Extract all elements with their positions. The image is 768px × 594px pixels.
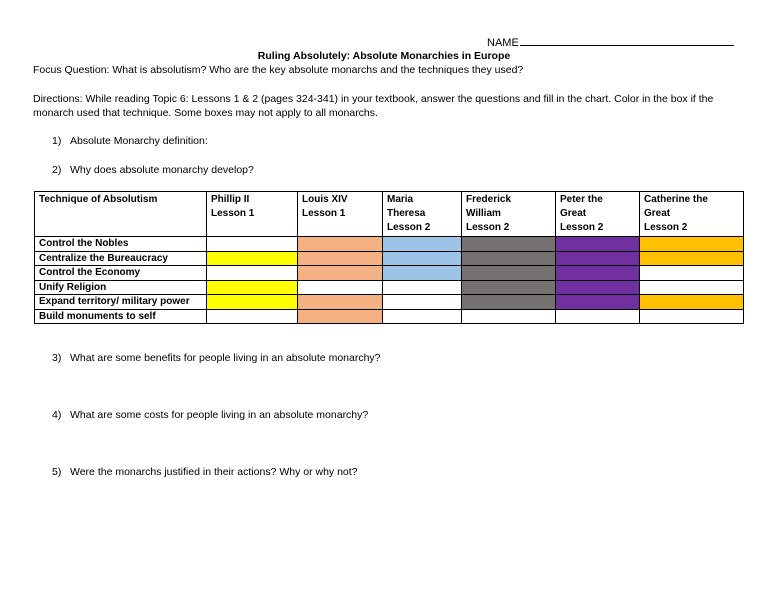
chart-cell[interactable] xyxy=(207,295,298,310)
question-number: 2) xyxy=(52,164,62,176)
monarch-header-line: Great xyxy=(560,208,587,219)
monarch-header-line: Great xyxy=(644,208,671,219)
monarch-header-line: Phillip II xyxy=(211,194,250,205)
chart-cell[interactable] xyxy=(640,266,744,281)
monarch-column-header xyxy=(462,192,556,237)
monarch-header-line: Theresa xyxy=(387,208,426,219)
question-4 xyxy=(52,409,368,421)
monarch-header-line: Peter the xyxy=(560,194,603,205)
technique-label: Control the Nobles xyxy=(35,237,207,252)
name-blank-line[interactable] xyxy=(520,35,734,46)
chart-cell[interactable] xyxy=(383,251,462,266)
chart-cell[interactable] xyxy=(462,251,556,266)
monarch-column-header xyxy=(640,192,744,237)
monarch-header-line: Louis XIV xyxy=(302,194,348,205)
chart-cell[interactable] xyxy=(640,237,744,252)
monarch-column-header xyxy=(556,192,640,237)
chart-cell[interactable] xyxy=(207,237,298,252)
monarch-header-line: Lesson 2 xyxy=(644,222,688,233)
question-text: Why does absolute monarchy develop? xyxy=(70,164,254,176)
chart-cell[interactable] xyxy=(640,251,744,266)
chart-cell[interactable] xyxy=(462,237,556,252)
page-title: Ruling Absolutely: Absolute Monarchies in Europe xyxy=(257,50,511,62)
technique-row xyxy=(35,251,744,266)
technique-row xyxy=(35,280,744,295)
question-5 xyxy=(52,466,358,478)
chart-cell[interactable] xyxy=(207,280,298,295)
chart-cell[interactable] xyxy=(298,251,383,266)
technique-label: Build monuments to self xyxy=(35,309,207,324)
chart-cell[interactable] xyxy=(640,295,744,310)
chart-cell[interactable] xyxy=(383,309,462,324)
question-text: What are some costs for people living in an absolute monarchy? xyxy=(70,409,369,421)
monarch-header-line: Lesson 2 xyxy=(387,222,431,233)
question-text: What are some benefits for people living in an absolute monarchy? xyxy=(70,352,381,364)
chart-cell[interactable] xyxy=(298,266,383,281)
monarch-column-header xyxy=(207,192,298,237)
question-number: 5) xyxy=(52,466,62,478)
question-text: Were the monarchs justified in their actions? Why or why not? xyxy=(70,466,358,478)
monarch-header-line: Lesson 1 xyxy=(302,208,346,219)
chart-cell[interactable] xyxy=(207,266,298,281)
question-number: 1) xyxy=(52,135,62,147)
technique-label: Unify Religion xyxy=(35,280,207,295)
technique-row xyxy=(35,237,744,252)
chart-cell[interactable] xyxy=(556,237,640,252)
chart-cell[interactable] xyxy=(298,309,383,324)
technique-row xyxy=(35,295,744,310)
chart-cell[interactable] xyxy=(383,295,462,310)
chart-cell[interactable] xyxy=(556,280,640,295)
chart-cell[interactable] xyxy=(462,266,556,281)
chart-cell[interactable] xyxy=(556,295,640,310)
chart-cell[interactable] xyxy=(383,237,462,252)
monarch-column-header xyxy=(383,192,462,237)
chart-cell[interactable] xyxy=(383,280,462,295)
chart-cell[interactable] xyxy=(462,295,556,310)
question-2 xyxy=(52,164,254,176)
chart-cell[interactable] xyxy=(640,309,744,324)
chart-cell[interactable] xyxy=(298,280,383,295)
question-3 xyxy=(52,352,381,364)
chart-cell[interactable] xyxy=(556,251,640,266)
technique-row xyxy=(35,266,744,281)
chart-cell[interactable] xyxy=(298,295,383,310)
monarch-header-line: Maria xyxy=(387,194,414,205)
technique-column-header: Technique of Absolutism xyxy=(35,192,207,237)
absolutism-chart xyxy=(34,191,744,324)
monarch-column-header xyxy=(298,192,383,237)
monarch-header-line: Catherine the xyxy=(644,194,708,205)
technique-label: Centralize the Bureaucracy xyxy=(35,251,207,266)
technique-label: Control the Economy xyxy=(35,266,207,281)
chart-header-row xyxy=(35,192,744,237)
chart-cell[interactable] xyxy=(556,309,640,324)
chart-cell[interactable] xyxy=(462,280,556,295)
question-1 xyxy=(52,135,208,147)
chart-cell[interactable] xyxy=(383,266,462,281)
name-field[interactable] xyxy=(487,35,734,49)
chart-cell[interactable] xyxy=(298,237,383,252)
monarch-header-line: Frederick xyxy=(466,194,512,205)
monarch-header-line: Lesson 2 xyxy=(466,222,510,233)
chart-cell[interactable] xyxy=(556,266,640,281)
question-number: 3) xyxy=(52,352,62,364)
directions-text: Directions: While reading Topic 6: Lessons 1 & 2 (pages 324-341) in your textbook, answer the questions and fill in the chart. Color in the box if the monarch used that technique. Some boxes may not apply to all monarchs. xyxy=(33,93,714,119)
chart-cell[interactable] xyxy=(640,280,744,295)
monarch-header-line: William xyxy=(466,208,501,219)
question-number: 4) xyxy=(52,409,62,421)
focus-question: Focus Question: What is absolutism? Who are the key absolute monarchs and the techniques they used? xyxy=(33,64,524,76)
chart-cell[interactable] xyxy=(207,251,298,266)
monarch-header-line: Lesson 1 xyxy=(211,208,255,219)
technique-row xyxy=(35,309,744,324)
name-label: NAME xyxy=(487,37,519,49)
question-text: Absolute Monarchy definition: xyxy=(70,135,208,147)
monarch-header-line: Lesson 2 xyxy=(560,222,604,233)
chart-cell[interactable] xyxy=(462,309,556,324)
chart-cell[interactable] xyxy=(207,309,298,324)
technique-label: Expand territory/ military power xyxy=(35,295,207,310)
